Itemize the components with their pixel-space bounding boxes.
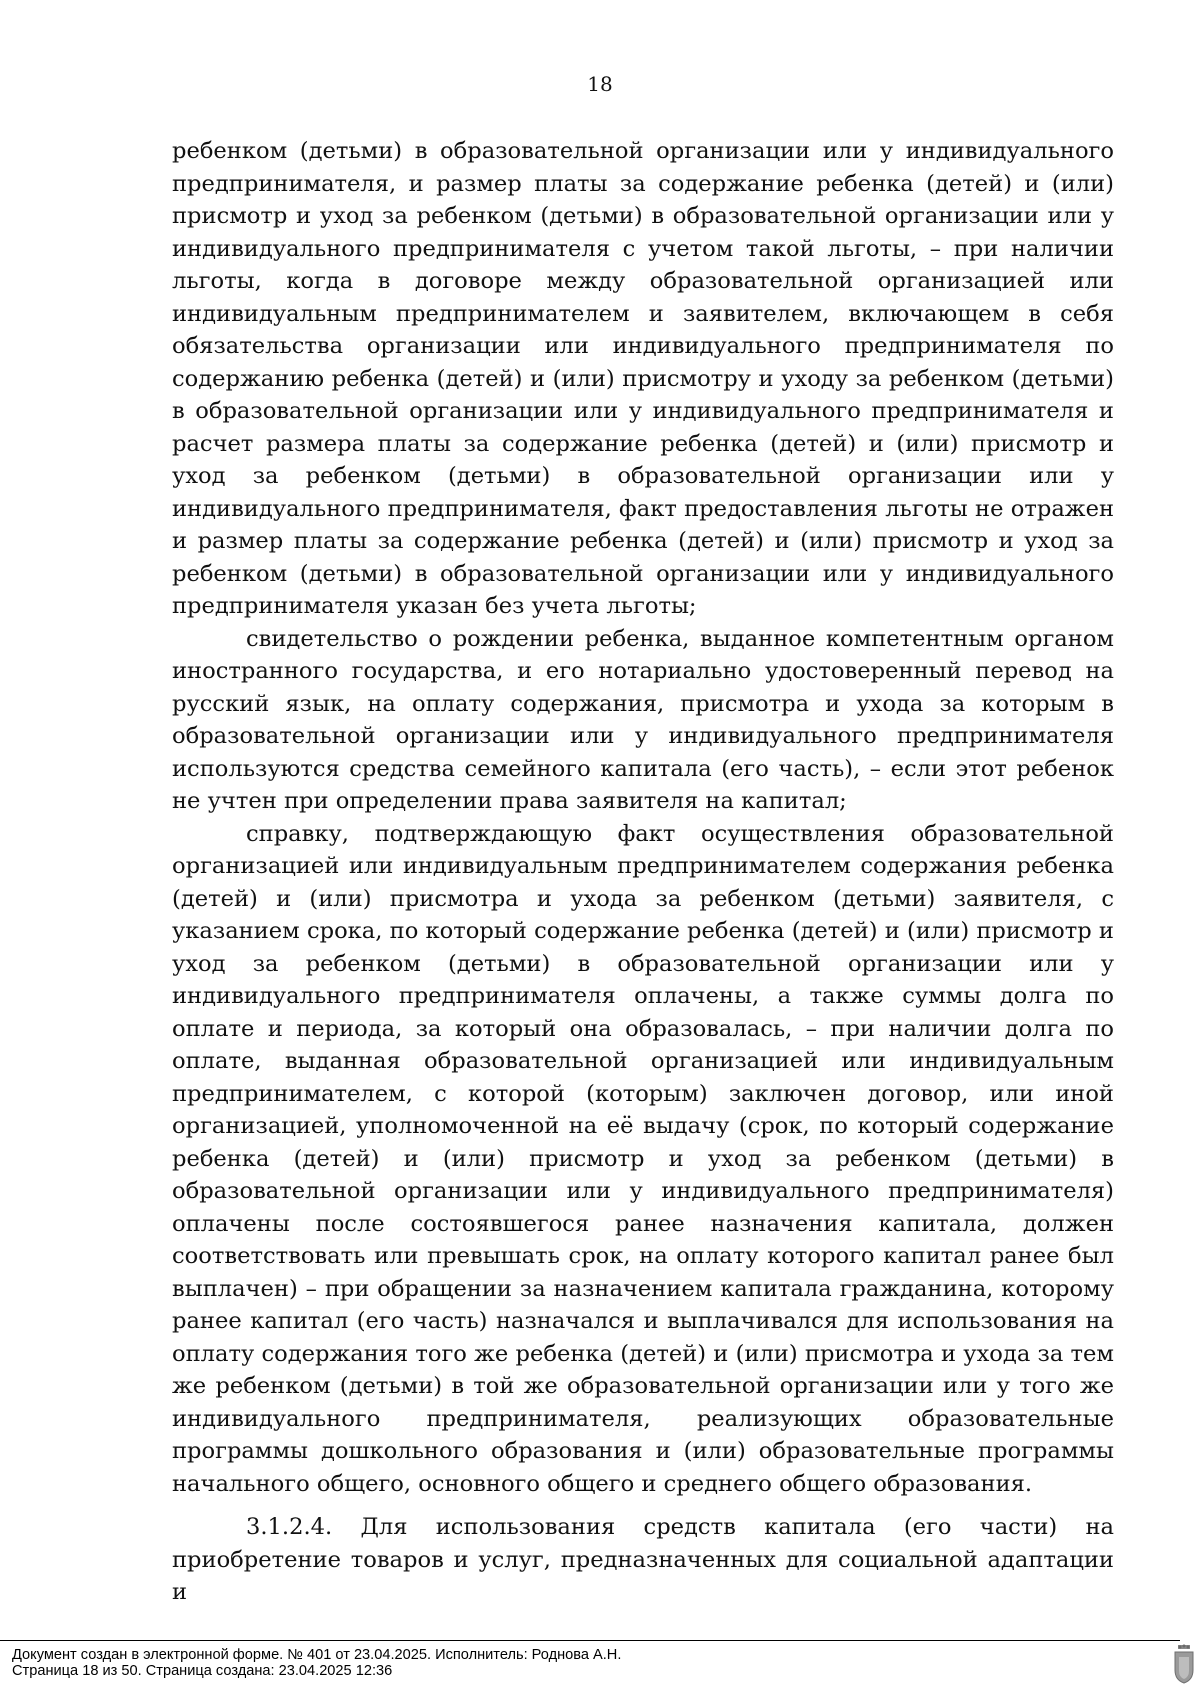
footer-divider: [0, 1640, 1180, 1641]
paragraph-continuation: ребенком (детьми) в образовательной организации или у индивидуального предпринимателя, и размер платы за содержание ребенка (детей) и (или) присмотр и уход за ребенком (детьми) в образовательной организации или у индивидуального предпринимателя с учетом такой льготы, – при наличии льготы, когда в договоре между образовательной организацией или индивидуальным предпринимателем и заявителем, включающем в себя обязательства организации или индивидуального предпринимателя по содержанию ребенка (детей) и (или) присмотру и уходу за ребенком (детьми) в образовательной организации или у индивидуального предпринимателя и расчет размера платы за содержание ребенка (детей) и (или) присмотр и уход за ребенком (детьми) в образовательной организации или у индивидуального предпринимателя, факт предоставления льготы не отражен и размер платы за содержание ребенка (детей) и (или) присмотр и уход за ребенком (детьми) в образовательной организации или у индивидуального предпринимателя указан без учета льготы;: [172, 138, 1114, 619]
footer-document-info: Документ создан в электронной форме. № 401 от 23.04.2025. Исполнитель: Роднова А.Н.: [12, 1647, 622, 1663]
footer-page-info: Страница 18 из 50. Страница создана: 23.04.2025 12:36: [12, 1663, 393, 1679]
page-number: 18: [587, 72, 613, 96]
paragraph-section-3-1-2-4: 3.1.2.4. Для использования средств капитала (его части) на приобретение товаров и услуг, предназначенных для социальной адаптации и: [172, 1514, 1114, 1605]
footer: [12, 1647, 1152, 1679]
coat-of-arms-icon: [1173, 1644, 1195, 1684]
document-body: [172, 135, 1114, 1609]
paragraph-payment-certificate: справку, подтверждающую факт осуществления образовательной организацией или индивидуальным предпринимателем содержания ребенка (детей) и (или) присмотра и ухода за ребенком (детьми) заявителя, с указанием срока, по который содержание ребенка (детей) и (или) присмотр и уход за ребенком (детьми) в образовательной организации или у индивидуального предпринимателя оплачены, а также суммы долга по оплате и периода, за который она образовалась, – при наличии долга по оплате, выданная образовательной организацией или индивидуальным предпринимателем, с которой (которым) заключен договор, или иной организацией, уполномоченной на её выдачу (срок, по который содержание ребенка (детей) и (или) присмотр и уход за ребенком (детьми) в образовательной организации или у индивидуального предпринимателя) оплачены после состоявшегося ранее назначения капитала, должен соответствовать или превышать срок, на оплату которого капитал ранее был выплачен) – при обращении за назначением капитала гражданина, которому ранее капитал (его часть) назначался и выплачивался для использования на оплату содержания того же ребенка (детей) и (или) присмотра и ухода за тем же ребенком (детьми) в той же образовательной организации или у того же индивидуального предпринимателя, реализующих образовательные программы дошкольного образования и (или) образовательные программы начального общего, основного общего и среднего общего образования.: [172, 820, 1114, 1497]
paragraph-birth-certificate: свидетельство о рождении ребенка, выданное компетентным органом иностранного государства, и его нотариально удостоверенный перевод на русский язык, на оплату содержания, присмотра и ухода за которым в образовательной организации или у индивидуального предпринимателя используются средства семейного капитала (его часть), – если этот ребенок не учтен при определении права заявителя на капитал;: [172, 625, 1114, 814]
